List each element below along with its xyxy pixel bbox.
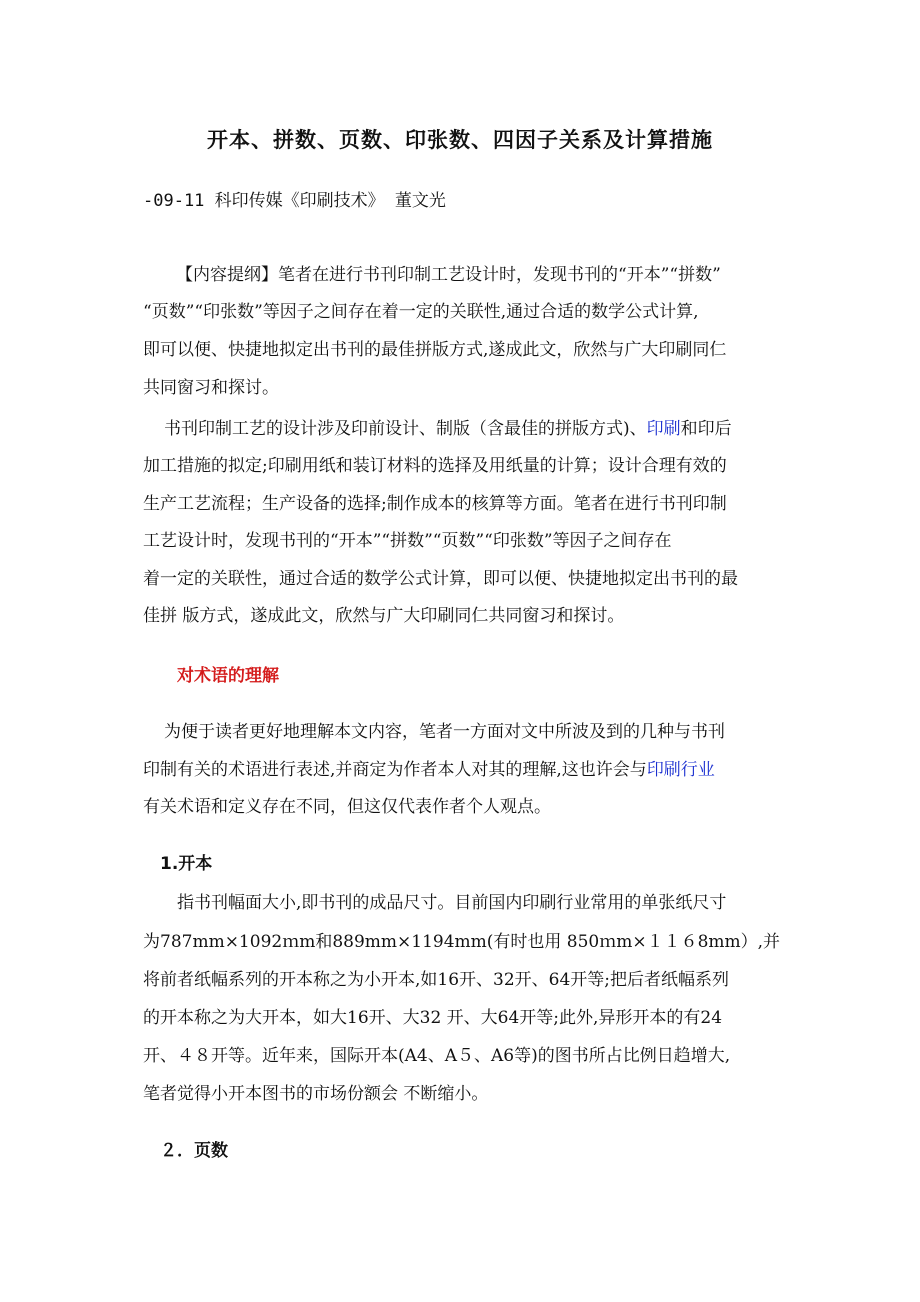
abstract-line: 共同窗习和探讨。 [143, 378, 279, 398]
text-run: 书刊印制工艺的设计涉及印前设计、制版（含最佳的拼版方式)、 [164, 419, 647, 439]
abstract-line: 【内容提纲】笔者在进行书刊印制工艺设计时，发现书刊的“开本”“拼数” [176, 265, 721, 285]
paragraph-line: 为787mm×1092ｍm和889mm×1194mm(有时也用 850ｍm×１１６8mm）,并 [143, 932, 781, 952]
byline: -09-11 科印传媒《印刷技术》 董文光 [143, 191, 446, 211]
paragraph-line: 为便于读者更好地理解本文内容，笔者一方面对文中所波及到的几种与书刊 [164, 722, 725, 742]
item-heading-format: 1.开本 [160, 854, 213, 874]
abstract-line: “页数”“印张数”等因子之间存在着一定的关联性,通过合适的数学公式计算, [143, 302, 699, 322]
paragraph-line: 有关术语和定义存在不同，但这仅代表作者个人观点。 [143, 797, 551, 817]
abstract-line: 即可以便、快捷地拟定出书刊的最佳拼版方式,遂成此文，欣然与广大印刷同仁 [143, 340, 727, 360]
text-run: 印制有关的术语进行表述,并商定为作者本人对其的理解,这也许会与 [143, 760, 647, 780]
paragraph-line: 的开本称之为大开本，如大16开、大32 开、大64开等;此外,异形开本的有24 [143, 1008, 723, 1028]
paragraph-line: 佳拼 版方式，遂成此文，欣然与广大印刷同仁共同窗习和探讨。 [143, 606, 625, 626]
printing-link[interactable]: 印刷 [646, 419, 681, 439]
item-heading-pages: ２．页数 [160, 1141, 228, 1161]
page-title: 开本、拼数、页数、印张数、四因子关系及计算措施 [207, 128, 713, 152]
paragraph-line: 工艺设计时，发现书刊的“开本”“拼数”“页数”“印张数”等因子之间存在 [143, 531, 672, 551]
paragraph-line: 着一定的关联性，通过合适的数学公式计算，即可以便、快捷地拟定出书刊的最 [143, 569, 738, 589]
paragraph-line [164, 418, 732, 440]
printing-industry-link[interactable]: 印刷行业 [646, 760, 715, 780]
paragraph-line: 笔者觉得小开本图书的市场份额会 不断缩小。 [143, 1084, 489, 1104]
paragraph-line: 将前者纸幅系列的开本称之为小开本,如16开、32开、64开等;把后者纸幅系列 [143, 970, 730, 990]
paragraph-line: 生产工艺流程；生产设备的选择;制作成本的核算等方面。笔者在进行书刊印制 [143, 494, 727, 514]
paragraph-line: 加工措施的拟定;印刷用纸和装订材料的选择及用纸量的计算；设计合理有效的 [143, 456, 727, 476]
section-heading: 对术语的理解 [177, 666, 279, 686]
paragraph-line [143, 759, 715, 781]
text-run: 和印后 [680, 419, 732, 439]
paragraph-line: 指书刊幅面大小,即书刊的成品尺寸。目前国内印刷行业常用的单张纸尺寸 [177, 893, 727, 913]
paragraph-line: 开、４８开等。近年来，国际开本(A4、A５、A6等)的图书所占比例日趋增大, [143, 1046, 731, 1066]
